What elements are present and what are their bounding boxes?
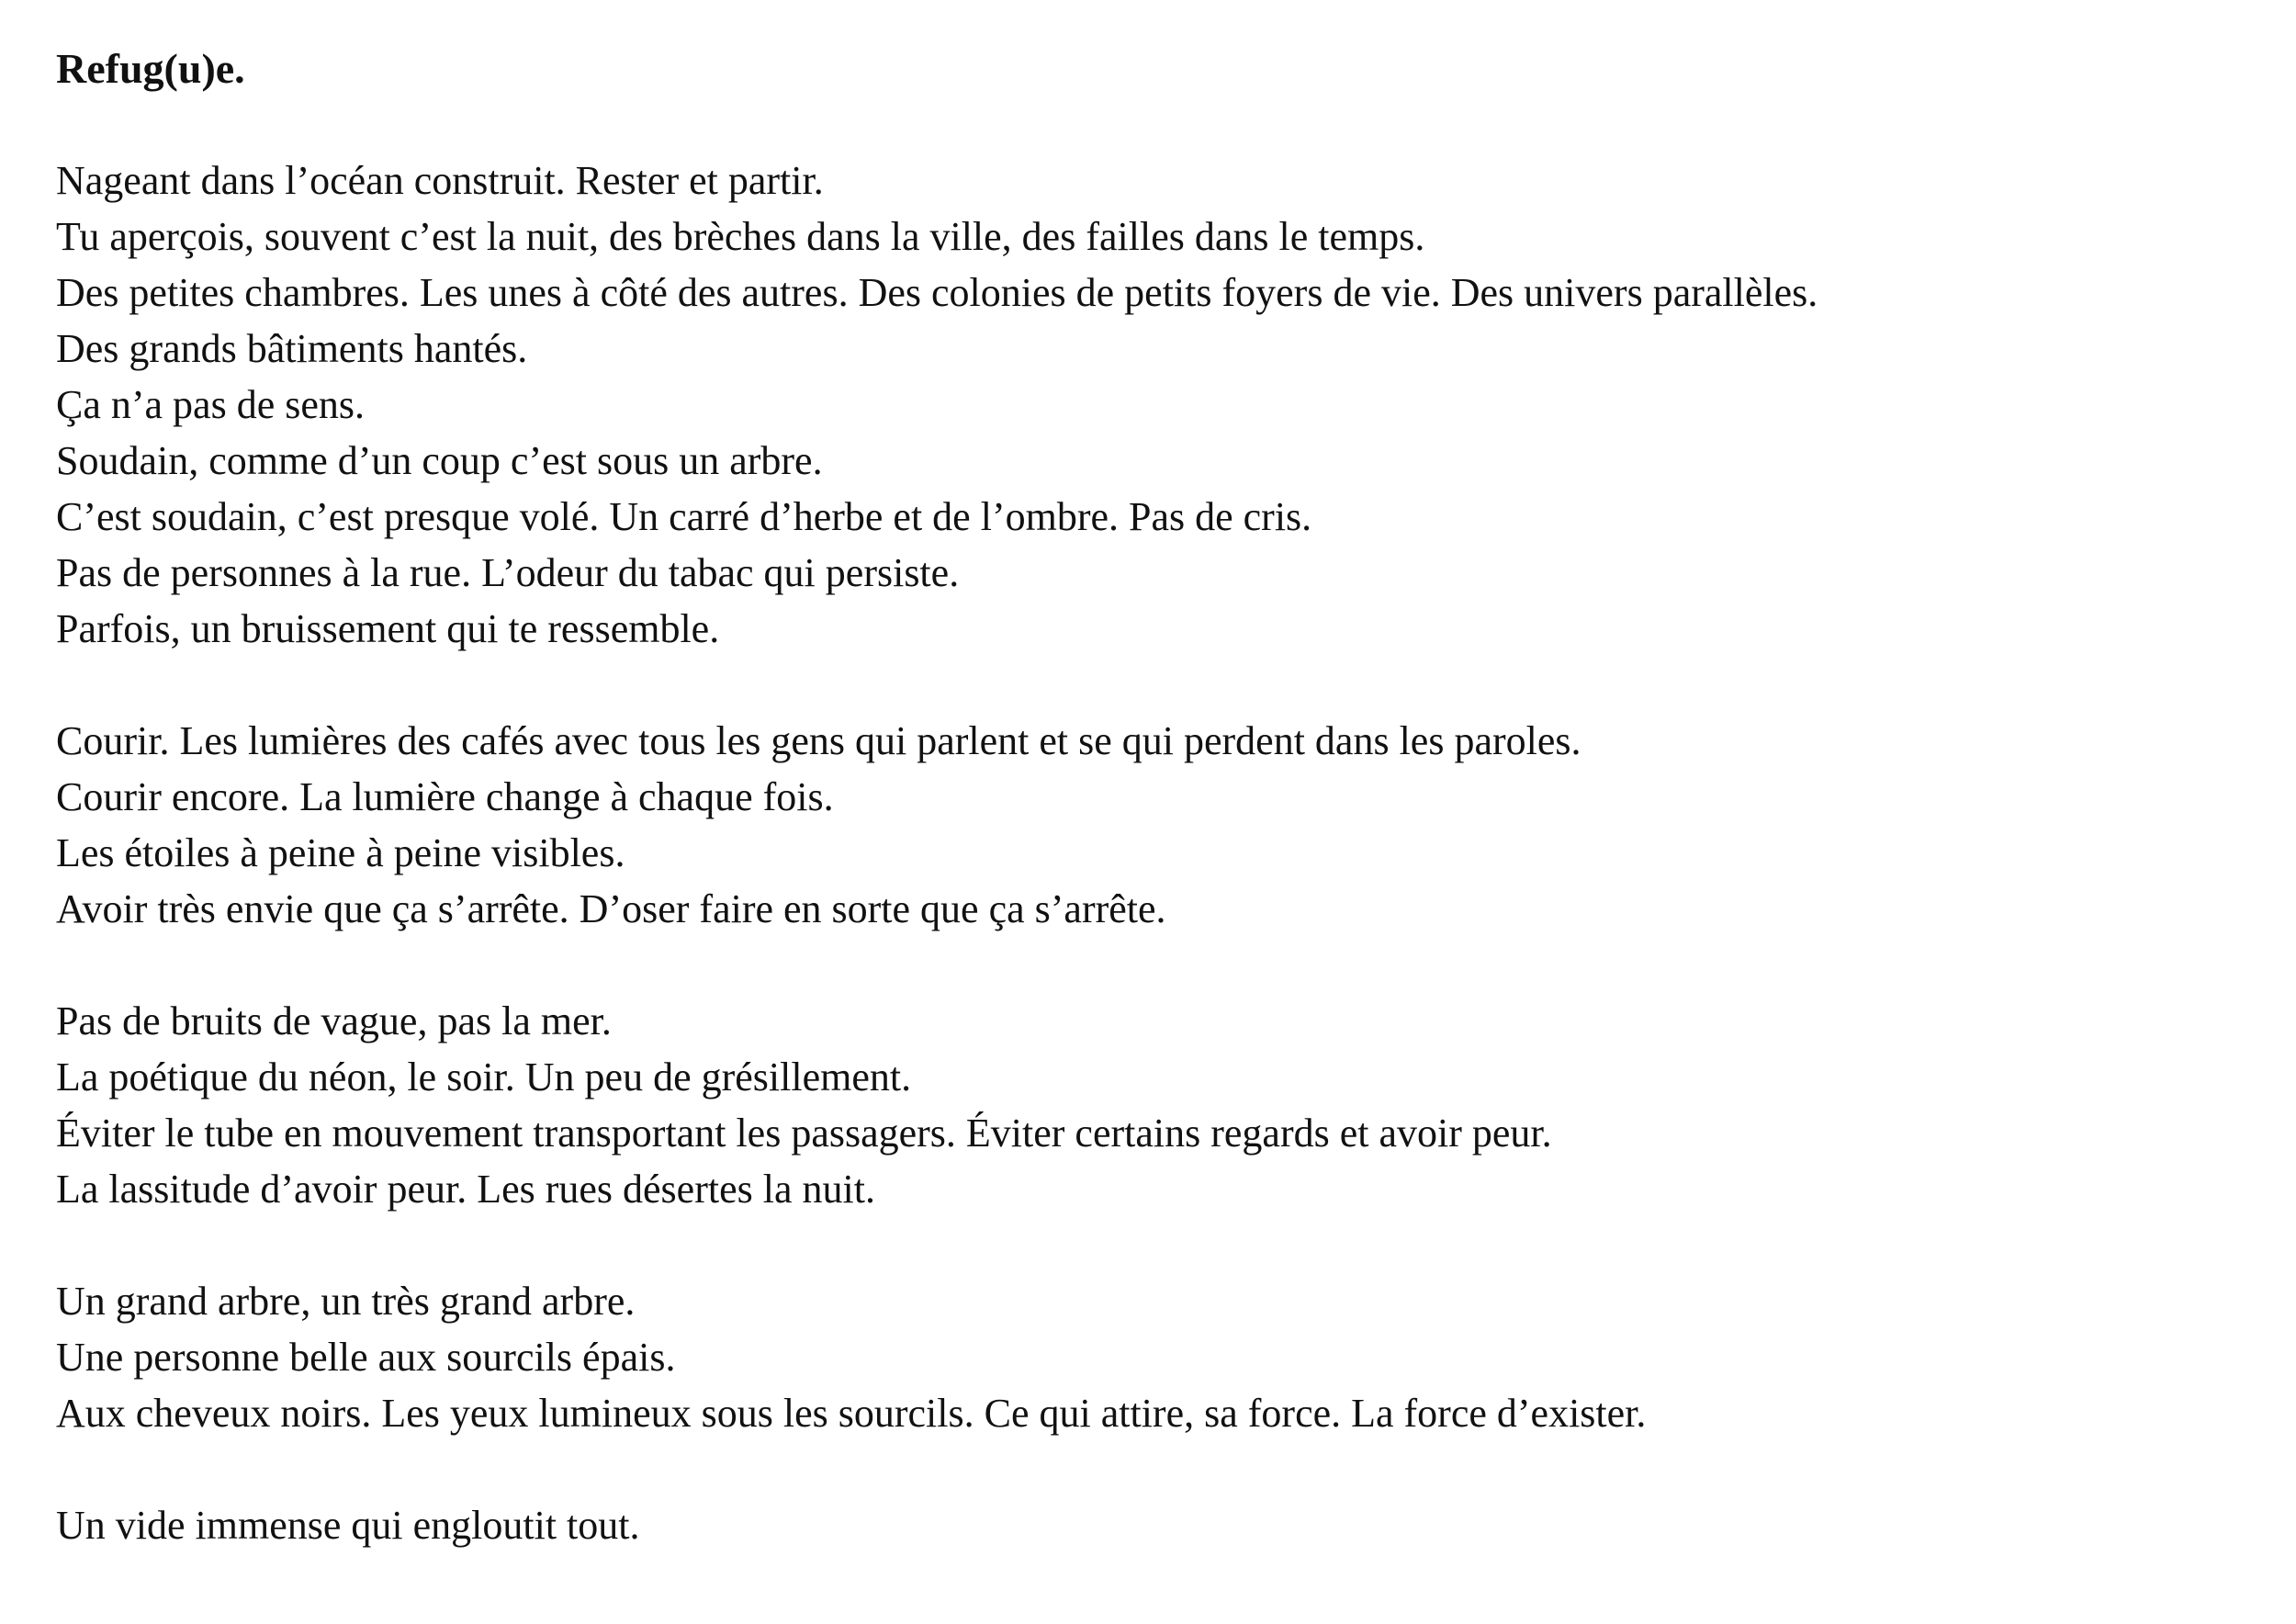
poem-line: Un vide immense qui engloutit tout.	[56, 1503, 640, 1548]
poem-title: Refug(u)e.	[56, 45, 245, 92]
poem-line: La lassitude d’avoir peur. Les rues désertes la nuit.	[56, 1167, 875, 1212]
poem-line: Des grands bâtiments hantés.	[56, 326, 528, 371]
poem-line: Courir. Les lumières des cafés avec tous les gens qui parlent et se qui perdent dans les paroles.	[56, 718, 1581, 763]
stanza-4	[56, 1273, 2242, 1441]
stanza-5	[56, 1497, 2242, 1553]
stanza-3	[56, 993, 2242, 1217]
poem-line: Tu aperçois, souvent c’est la nuit, des brèches dans la ville, des failles dans le temps.	[56, 214, 1425, 259]
poem-line: Une personne belle aux sourcils épais.	[56, 1335, 676, 1380]
poem	[56, 40, 2242, 1609]
poem-line: Éviter le tube en mouvement transportant les passagers. Éviter certains regards et avoir peur.	[56, 1111, 1552, 1156]
poem-line: Nageant dans l’océan construit. Rester et partir.	[56, 158, 824, 203]
poem-line: Aux cheveux noirs. Les yeux lumineux sous les sourcils. Ce qui attire, sa force. La force d’exister.	[56, 1391, 1647, 1436]
poem-line: La poétique du néon, le soir. Un peu de grésillement.	[56, 1054, 912, 1100]
poem-line: Les étoiles à peine à peine visibles.	[56, 830, 625, 875]
poem-line: Un grand arbre, un très grand arbre.	[56, 1279, 636, 1324]
poem-line: Ça n’a pas de sens.	[56, 382, 366, 427]
poem-line: Courir encore. La lumière change à chaque fois.	[56, 774, 834, 819]
poem-line: Des petites chambres. Les unes à côté des autres. Des colonies de petits foyers de vie. Des univers parallèles.	[56, 270, 1818, 315]
stanza-2	[56, 713, 2242, 937]
poem-line: Pas de bruits de vague, pas la mer.	[56, 998, 612, 1043]
poem-line: Soudain, comme d’un coup c’est sous un arbre.	[56, 438, 823, 483]
poem-line: Parfois, un bruissement qui te ressemble.	[56, 606, 720, 651]
stanza-1	[56, 152, 2242, 657]
poem-line: C’est soudain, c’est presque volé. Un carré d’herbe et de l’ombre. Pas de cris.	[56, 494, 1312, 539]
poem-line: Pas de personnes à la rue. L’odeur du tabac qui persiste.	[56, 550, 960, 595]
poem-line: Avoir très envie que ça s’arrête. D’oser faire en sorte que ça s’arrête.	[56, 886, 1166, 931]
